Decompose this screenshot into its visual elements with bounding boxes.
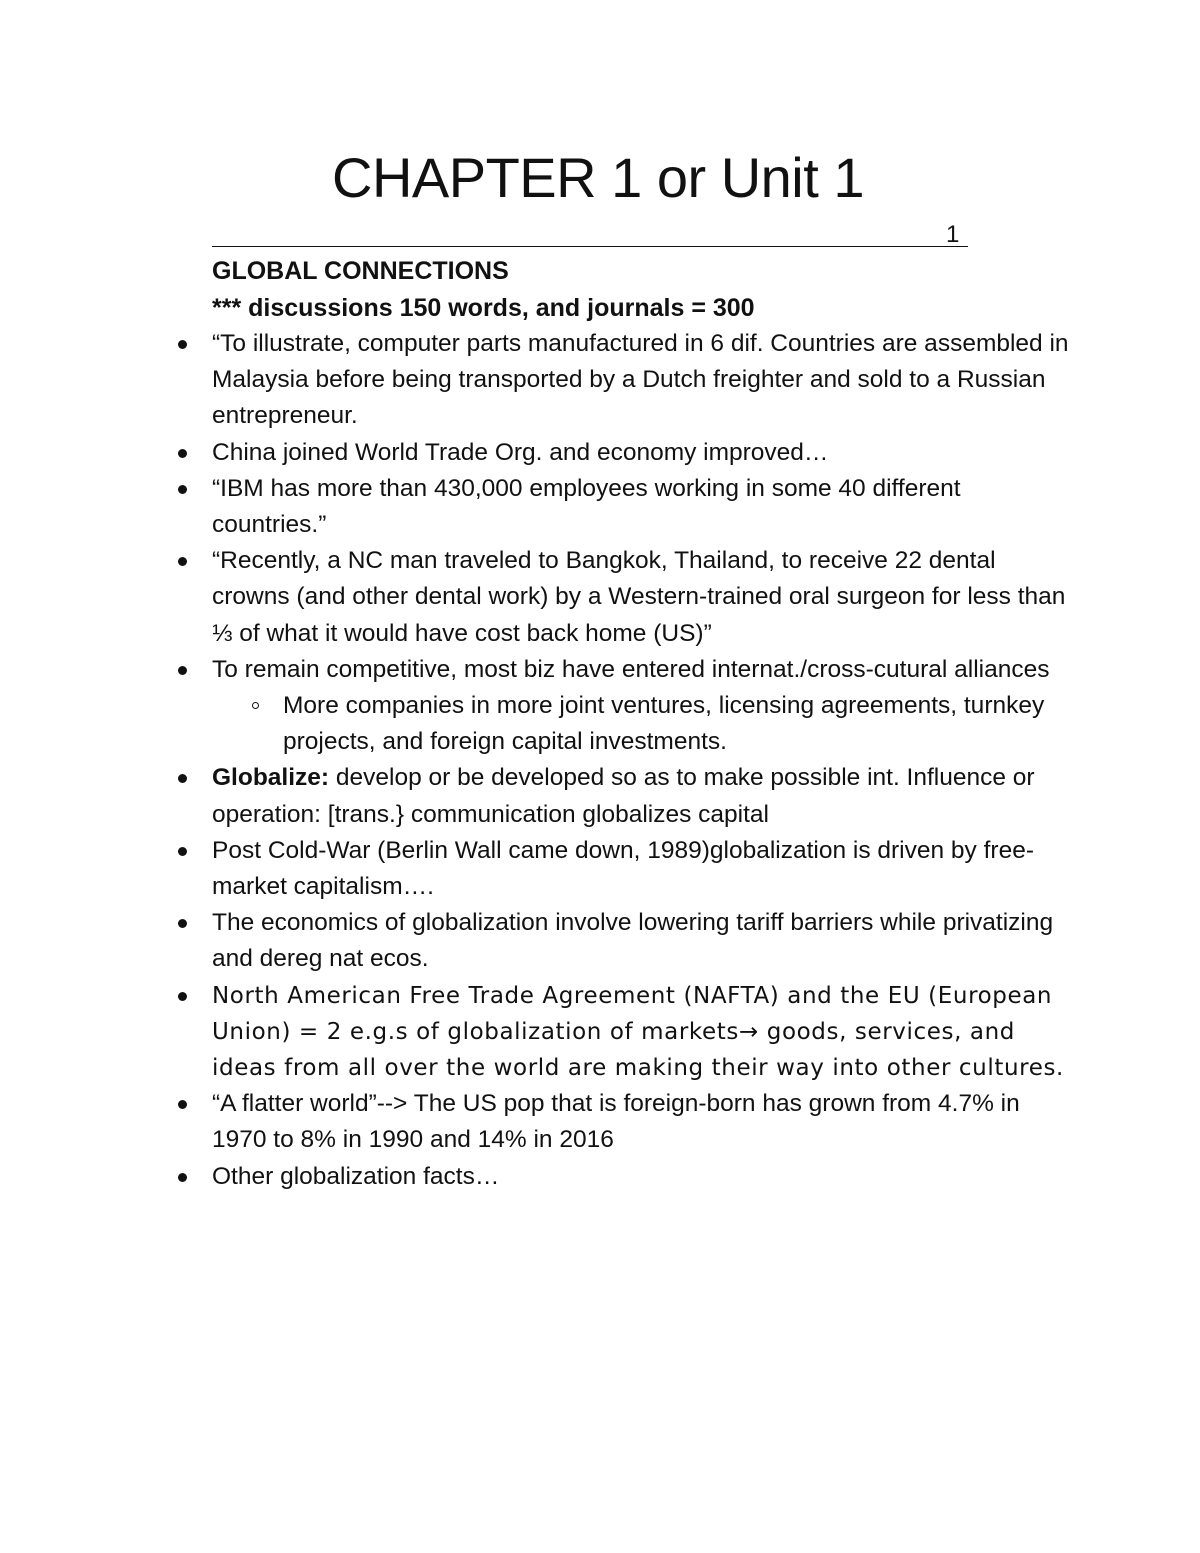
list-item [0, 1086, 1200, 1158]
list-item [0, 471, 1200, 543]
list-item [0, 905, 1200, 977]
sub-list-item [0, 688, 1200, 760]
list-item-text: To remain competitive, most biz have entered internat./cross-cutural alliances [212, 655, 1050, 683]
bullet-icon [178, 485, 187, 494]
section-subheading: *** discussions 150 words, and journals = 300 [212, 294, 755, 322]
list-item [0, 326, 1200, 435]
list-item-text: “IBM has more than 430,000 employees working in some 40 different countries.” [212, 474, 961, 539]
list-item-text: North American Free Trade Agreement (NAFTA) and the EU (European Union) = 2 e.g.s of globalization of markets→ goods, services, and ideas from all over the world are making their way into other cultures. [212, 982, 1064, 1082]
sub-list-item-text: More companies in more joint ventures, licensing agreements, turnkey projects, and foreign capital investments. [283, 692, 1045, 756]
list-item [0, 833, 1200, 905]
page-title: CHAPTER 1 or Unit 1 [332, 146, 864, 209]
list-item-text: “To illustrate, computer parts manufactured in 6 dif. Countries are assembled in Malaysia before being transported by a Dutch freighter and sold to a Russian entrepreneur. [212, 330, 1069, 430]
list-item-text: The economics of globalization involve lowering tariff barriers while privatizing and dereg nat ecos. [212, 909, 1054, 973]
list-item-text: “A flatter world”--> The US pop that is foreign-born has grown from 4.7% in 1970 to 8% in 1990 and 14% in 2016 [212, 1090, 1020, 1154]
bullet-list [0, 326, 1200, 1195]
bullet-icon [178, 557, 187, 566]
definition-term: Globalize: [212, 764, 330, 792]
bullet-icon [178, 340, 187, 349]
list-item-text: Post Cold-War (Berlin Wall came down, 1989)globalization is driven by free-market capitalism…. [212, 836, 1034, 901]
header-rule [212, 246, 968, 247]
bullet-icon [178, 666, 187, 675]
list-item [0, 435, 1200, 471]
bullet-icon [178, 992, 187, 1001]
list-item [0, 1159, 1200, 1195]
list-item [0, 760, 1200, 832]
bullet-icon [178, 1173, 187, 1182]
hollow-bullet-icon [252, 702, 259, 709]
list-item-text: “Recently, a NC man traveled to Bangkok, Thailand, to receive 22 dental crowns (and other dental work) by a Western-trained oral surgeon for less than ⅓ of what it would have cost back home (US)” [212, 547, 1066, 647]
list-item-text: China joined World Trade Org. and economy improved… [212, 438, 829, 466]
list-item [0, 978, 1200, 1087]
section-heading: GLOBAL CONNECTIONS [212, 257, 509, 285]
bullet-icon [178, 774, 187, 783]
list-item [0, 543, 1200, 652]
page-number: 1 [946, 221, 960, 248]
definition-text: develop or be developed so as to make possible int. Influence or operation: [trans.} communication globalizes capital [212, 764, 1035, 828]
bullet-icon [178, 449, 187, 458]
bullet-icon [178, 847, 187, 856]
list-item-text: Other globalization facts… [212, 1162, 500, 1190]
list-item [0, 652, 1200, 688]
bullet-icon [178, 1100, 187, 1109]
bullet-icon [178, 919, 187, 928]
